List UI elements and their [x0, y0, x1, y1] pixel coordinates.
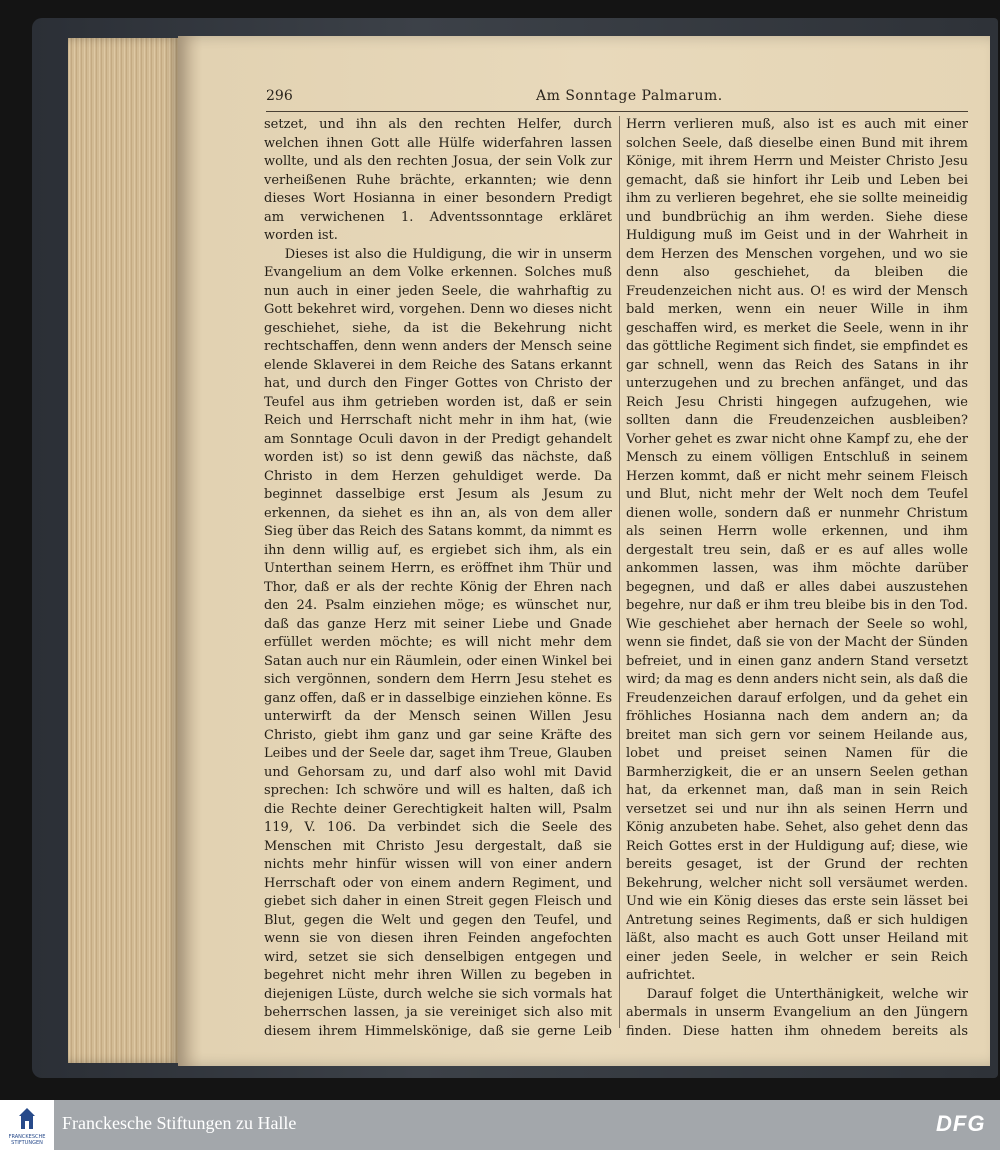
institution-name: Franckesche Stiftungen zu Halle — [62, 1113, 297, 1133]
text-column-right — [626, 116, 968, 1041]
header-rule — [266, 111, 968, 112]
paragraph: setzet, und ihn als den rechten Helfer, durch welchen ihnen Gott alle Hülfe widerfahren lassen wollte, und als den rechten Josua, der sein Volk zur verheißenen Ruhe brächte, erkannten; wie denn dieses Wort Hosianna in einer besondern Predigt am verwichenen 1. Adventssonntage erkläret worden ist. — [264, 117, 612, 243]
running-head: Am Sonntage Palmarum. — [536, 88, 723, 104]
book-page — [178, 36, 990, 1066]
text-column-left — [264, 116, 612, 1041]
dfg-logo: DFG — [936, 1111, 986, 1136]
foundation-emblem-icon — [17, 1107, 37, 1131]
footer-bar — [0, 1100, 1000, 1150]
logo-label: FRANCKESCHE STIFTUNGEN — [8, 1134, 46, 1146]
paragraph: Herrn verlieren muß, also ist es auch mit einer solchen Seele, daß dieselbe einen Bund mit ihrem Könige, mit ihrem Herrn und Meister Christo Jesu gemacht, daß sie hinfort ihr Leib und Leben bei ihm zu verlieren begehret, ehe sie sollte meineidig und bundbrüchig an ihm werden. Siehe diese Huldigung muß im Geist und in der Wahrheit in dem Herzen des Menschen vorgehen, und wo sie denn also geschiehet, da bleiben die Freudenzeichen nicht aus. O! es wird der Mensch bald merken, wenn ein neuer Wille in ihm geschaffen wird, es merket die Seele, wenn in ihr das göttliche Regiment sich findet, sie empfindet es gar schnell, wenn das Reich des Satans in ihr unterzugehen und zu brechen anfänget, und das Reich Jesu Christi hingegen aufzugehen, wie sollten dann die Freudenzeichen ausbleiben? Vorher gehet es zwar nicht ohne Kampf zu, ehe der Mensch zu einem völligen Entschluß in seinem Herzen kommt, daß er nicht mehr seinem Fleisch und Blut, nicht mehr der Welt noch dem Teufel dienen wolle, sondern daß er nunmehr Christum als seinen Herrn wolle erkennen, und ihm dergestalt treu sein, daß er es auf alles wolle ankommen lassen, was ihm möchte darüber begegnen, und daß er alles dabei auszustehen begehre, nur daß er ihm treu bleibe bis in den Tod. Wie geschiehet aber hernach der Seele so wohl, wenn sie findet, daß sie von der Macht der Sünden befreiet, und in einen ganz andern Stand versetzt wird; da mag es denn anders nicht sein, als daß die Freudenzeichen darauf erfolgen, und da gehet ein fröhliches Hosianna nach dem andern an; da breitet man sich gern vor seinem Heilande aus, lobet und preiset seinen Namen für die Barmherzigkeit, die er an unsern Seelen gethan hat, da erkennet man, daß man in sein Reich versetzet sei und nur ihn als seinen Herrn und König anzubeten habe. Sehet, also gehet denn das Reich Gottes erst in der Huldigung auf; diese, wie bereits gesaget, ist der Grund der rechten Bekehrung, welcher nicht soll versäumet werden. Und wie ein König dieses das erste sein lässet bei Antretung seines Regiments, daß er sich huldigen läßt, also macht es auch Gott unser Heiland mit einer jeden Seele, in welcher er sein Reich aufrichtet. — [626, 117, 968, 983]
column-divider — [619, 116, 620, 1028]
paragraph: Dieses ist also die Huldigung, die wir in unserm Evangelium an dem Volke erkennen. Solches muß nun auch in einer jeden Seele, die wahrhaftig zu Gott bekehret wird, vorgehen. Denn wo dieses nicht geschiehet, siehe, da ist die Bekehrung nicht rechtschaffen, denn wenn anders der Mensch seine elende Sklaverei in dem Reiche des Satans erkannt hat, und durch den Finger Gottes von Christo der Teufel aus ihm getrieben worden ist, daß er sein Reich und Herrschaft nicht mehr in ihm hat, (wie am Sonntage Oculi davon in der Predigt gehandelt worden ist) so ist denn gewiß das nächste, daß Christo in dem Herzen gehuldiget werde. Da beginnet dasselbige erst Jesum als Jesum zu erkennen, da siehet es ihn an, als von dem aller Sieg über das Reich des Satans kommt, da nimmt es ihn denn willig auf, es ergiebet sich ihm, als ein Unterthan seinem Herrn, es eröffnet ihm Thür und Thor, daß er als der rechte König der Ehren nach den 24. Psalm einziehen möge; es wünschet nur, daß das ganze Herz mit seiner Liebe und Gnade erfüllet werden möchte; es will nicht mehr dem Satan auch nur ein Räumlein, oder einen Winkel bei sich vergönnen, sondern dem Herrn Jesu stehet es ganz offen, daß er in dasselbige einziehen könne. Es unterwirft da der Mensch seinen Willen Jesu Christo, giebt ihm ganz und gar seine Kräfte des Leibes und der Seele dar, saget ihm Treue, Glauben und Gehorsam zu, und darf also wohl mit David sprechen: Ich schwöre und will es halten, daß ich die Rechte deiner Gerechtigkeit halten will, Psalm 119, V. 106. Da verbindet sich die Seele des Menschen mit Christo Jesu dergestalt, daß sie nichts mehr hinfür wissen will von einer andern Herrschaft oder von einem andern Regiment, und giebet sich daher in einen Streit gegen Fleisch und Blut, gegen die Welt und gegen den Teufel, und wenn sie von diesen ihren Feinden angefochten wird, setzet sie sich denselbigen entgegen und begehret nicht mehr ihren Willen zu begeben in diejenigen Lüste, durch welche sie sich vormals hat beherrschen lassen, ja sie vereiniget sich also mit diesem ihrem Himmelskönige, daß sie gerne Leib — [264, 246, 612, 1039]
stiftungen-logo — [0, 1100, 54, 1150]
page-header — [266, 88, 968, 110]
paragraph: Darauf folget die Unterthänigkeit, welche wir abermals in unserm Evangelium an den Jüngern finden. Diese hatten ihm ohnedem bereits als — [626, 986, 968, 1039]
page-edges — [68, 38, 180, 1063]
page-number: 296 — [266, 88, 293, 104]
